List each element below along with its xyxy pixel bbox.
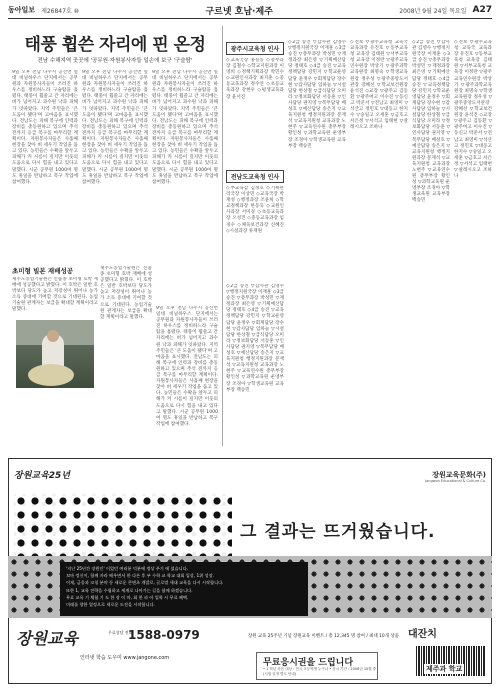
article-body-col5: 9일 오후 전남 나주시 공산면 일대 비닐하우스 단지에서는 공무원과 자원봉사자들이 쓰러진 하우스를 정비하느라 구슬땀을 흘렸다. 태풍이 휩쓸고 간 자리에는 벼가 넘어지고 과수원 낙과 피해가 잇따랐다. 지역 주민들은 '큰 도움이 됐다'며 고마움을 표시했다. 전남도는 피해 복구에 인력과 장비를 총동원하고 있으며 추석 전까지 응급 복구를 마무리할 계획이다. 자원봉사자들은 사흘째 현장을 찾아 벼 세우기 작업을 돕고 있다. 농민들은 수확을 앞두고 피해가 커 시름이 깊지만 이웃의 도움으로 다시 힘을 내고 있다고 말했다. 시군 공무원 1000여 명도 휴일을 반납하고 복구 작업에 참여했다. [156, 306, 218, 427]
notice-1-body: ◇교육국장 홍길동 ◇총무과장 김철수 ◇학교지원과장 이영희 ◇정책기획과장 박민수 ◇교원인사과장 최지훈 ◇중등교육과장 정수연 ◇초등교육과장 강현우 ◇평생교육과장 윤서진 [226, 58, 284, 100]
event-description: 장원 교육 25주년 기념 장원교육 이벤트 / 총 12,345 명 참여 / 최대 10개 상품 [248, 634, 399, 639]
list-col-1: ◇2급 승진 ▽감사관 김영수 ▽행정지원국장 이재훈 ◇3급 승진 ▽총무과장 박성민 ▽재정과장 최은영 ▽기획예산담당 정태호 ◇4급 승진 ▽교육정책담당 강민지 ▽학교운영담당 윤정우 ▽회계담당 장수현 ▽감사담당 임하늘 ▽시설담당 한상철 ▽급식담당 오미라 ▽정보화담당 서동훈 ▽인사담당 권지영 ▽복무담당 배성호 ▽예산담당 송은지 ▽교육지원청 행정지원과장 문재석 ▽교육지원청 교육과장 노현주 ▽교육연수원 총무부장 황인성 ▽과학교육원 운영부장 조경아 ▽학생교육원 교육부장 백승민 [288, 40, 346, 149]
coupon-brand: 제주과 학교 [426, 665, 463, 673]
decorative-pattern [14, 494, 232, 556]
page-number: A27 [472, 5, 492, 15]
column-divider [222, 26, 223, 446]
masthead-rule [8, 18, 492, 19]
ad-line: 무료 교육 기 체험 기 도 한 장 이 마, 회 한 파 아 입학 시 무료 혜택. [66, 594, 189, 600]
coupon-terms: • 1 학년 쿠폰 대상 : 전국 초등학생 누구나 • 응시 기간 : 2008년 10월 중 (시험 일정 별도 안내) [263, 667, 377, 676]
notice-1 [226, 42, 284, 176]
ad-headline: 그 결과는 뜨거웠습니다. [240, 522, 436, 542]
ad-brand-left: 장원교육25년 [14, 471, 70, 481]
ad-brand-right-sub: Jangwon Educational & Culture Co. [425, 479, 486, 483]
ad-brand-right: 장원교육문화(주) [432, 471, 486, 479]
issue-date: 2008년 9월 24일 목요일 [399, 7, 467, 15]
phone-label: 무료상담 전화 [108, 630, 133, 635]
caption-title: 초미형 빌본 재배성공 [12, 267, 74, 275]
caption-body: 제주도농업기술원은 신품종 초미형 호박 재배에 성공했다고 밝혔다. 이 호박은 일반 호박보다 당도가 높고 저장성이 뛰어나 농가 소득 증대에 기여할 것으로 기대된다. 농업기술원 관계자는 보급을 확대할 계획이라고 말했다. [12, 277, 98, 313]
paper-name: 동아일보 [8, 6, 36, 14]
ad-slogan[interactable]: 인터넷 학습 도우미 www.jangone.com [80, 655, 170, 661]
pumpkin-farmer-photo [16, 320, 94, 388]
ad-line: 또한 1, 교육 전략을 수립하고 세계로 나아가는 길을 함께 하겠습니다. [66, 587, 193, 593]
ad-message-box [60, 562, 308, 616]
ad-contact [16, 620, 236, 678]
list-col-4: ◇전보 ▽광주교육청 교육국 교육과장 유진호 ▽동부교육청 교육장 김태원 ▽서부교육청 교육장 이정란 ▽광주교육연수원장 박상기 ▽광주과학교육원장 최명숙 ▽학생교육원장 정우성 ▽광주중앙도서관장 강혜선 ▽학교보건원장 윤석진 ◇교장 ▽광주고 김동환 ▽광주여고 이수진 ▽동신고 박준서 ▽전남고 최영미 ▽석산고 정민호 ▽대동고 한지수 ▽숭일고 오세훈 ▽금호고 서은정 ▽서석고 임태현 ▽살레시오고 조하나 [454, 40, 492, 180]
edition-number: 제26847호 ⑩ [41, 7, 80, 15]
ad-event [248, 622, 448, 641]
notice-extra-col: ◇2급 승진 ▽감사관 김영수 ▽행정지원국장 이재훈 ◇3급 승진 ▽총무과장 박성민 ▽재정과장 최은영 ▽기획예산담당 정태호 ◇4급 승진 ▽교육정책담당 강민지 ▽학교운영담당 윤정우 ▽회계담당 장수현 ▽감사담당 임하늘 ▽시설담당 한상철 ▽급식담당 오미라 ▽정보화담당 서동훈 ▽인사담당 권지영 ▽복무담당 배성호 ▽예산담당 송은지 ▽교육지원청 행정지원과장 문재석 ▽교육지원청 교육과장 노현주 ▽교육연수원 총무부장 황인성 ▽과학교육원 운영부장 조경아 ▽학생교육원 교육부장 백승민 [226, 284, 284, 393]
list-col-3: ◇2급 승진 ▽감사관 김영수 ▽행정지원국장 이재훈 ◇3급 승진 ▽총무과장 박성민 ▽재정과장 최은영 ▽기획예산담당 정태호 ◇4급 승진 ▽교육정책담당 강민지 ▽학교운영담당 윤정우 ▽회계담당 장수현 ▽감사담당 임하늘 ▽시설담당 한상철 ▽급식담당 오미라 ▽정보화담당 서동훈 ▽인사담당 권지영 ▽복무담당 배성호 ▽예산담당 송은지 ▽교육지원청 행정지원과장 문재석 ▽교육지원청 교육과장 노현주 ▽교육연수원 총무부장 황인성 ▽과학교육원 운영부장 조경아 ▽학생교육원 교육부장 백승민 [412, 40, 450, 204]
section-title: 구르넷 호남·제주 [205, 6, 273, 17]
event-title: 대잔치 [407, 629, 437, 640]
masthead [8, 4, 492, 16]
coupon-title: 무료응시권을 드립니다 [263, 658, 354, 668]
ad-line: 이제, 금융과 코칭 분야 등 새로운 콘텐츠 개발로, 글로벌 세대 교육을 다시 시작합니다. [66, 580, 224, 586]
notice-2-title: 전남도교육청 인사 [226, 170, 284, 183]
ad-line: 꼬마 정신이, 함께 자라 배우면서 한 다른 후 부 수학 교 학교 대회 입상, 1위 성장. [66, 573, 214, 579]
article-body-col1: 9일 오후 전남 나주시 공산면 일대 비닐하우스 단지에서는 공무원과 자원봉사자들이 쓰러진 하우스를 정비하느라 구슬땀을 흘렸다. 태풍이 휩쓸고 간 자리에는 벼가 넘어지고 과수원 낙과 피해가 잇따랐다. 지역 주민들은 '큰 도움이 됐다'며 고마움을 표시했다. 전남도는 피해 복구에 인력과 장비를 총동원하고 있으며 추석 전까지 응급 복구를 마무리할 계획이다. 자원봉사자들은 사흘째 현장을 찾아 벼 세우기 작업을 돕고 있다. 농민들은 수확을 앞두고 피해가 커 시름이 깊지만 이웃의 도움으로 다시 힘을 내고 있다고 말했다. 시군 공무원 1000여 명도 휴일을 반납하고 복구 작업에 참여했다. [12, 70, 78, 185]
notice-1-title: 광주시교육청 인사 [226, 42, 284, 55]
article-subhead: 전남 수해지역 곳곳에 '공무원·자원봉사자들 일손에 보구 '구슬땀' [37, 58, 193, 64]
ad-header [14, 466, 486, 486]
article-body-col4: 제주도농업기술원은 신품종 초미형 호박 재배에 성공했다고 밝혔다. 이 호박은 일반 호박보다 당도가 높고 저장성이 뛰어나 농가 소득 증대에 기여할 것으로 기대된다. 농업기술원 관계자는 보급을 확대할 계획이라고 말했다. [100, 266, 152, 320]
ad-logo-text: 장원교육 [16, 629, 78, 648]
phone-number[interactable]: 1588-0979 [128, 628, 200, 642]
photo-caption [12, 266, 98, 321]
notice-2-body: ◇부교육감 김정호 ◇기획관리국장 이상민 ◇교육국장 박재성 ◇행정과장 조윤희 ◇학교정책과장 한동욱 ◇교원인사과장 서미경 ◇초등교육과장 오성진 ◇중등교육과장 임경수 ◇체육보건과장 신혜진 ◇시설과장 류재원 [226, 186, 284, 234]
ad-line: 미래를 향한 열정으로 새로운 도전을 시작합니다. [66, 602, 155, 608]
article-body-col2: 9일 오후 전남 나주시 공산면 일대 비닐하우스 단지에서는 공무원과 자원봉사자들이 쓰러진 하우스를 정비하느라 구슬땀을 흘렸다. 태풍이 휩쓸고 간 자리에는 벼가 넘어지고 과수원 낙과 피해가 잇따랐다. 지역 주민들은 '큰 도움이 됐다'며 고마움을 표시했다. 전남도는 피해 복구에 인력과 장비를 총동원하고 있으며 추석 전까지 응급 복구를 마무리할 계획이다. 자원봉사자들은 사흘째 현장을 찾아 벼 세우기 작업을 돕고 있다. 농민들은 수확을 앞두고 피해가 커 시름이 깊지만 이웃의 도움으로 다시 힘을 내고 있다고 말했다. 시군 공무원 1000여 명도 휴일을 반납하고 복구 작업에 참여했다. [82, 70, 148, 185]
free-exam-coupon[interactable] [256, 652, 378, 680]
list-col-2: ◇전보 ▽광주교육청 교육국 교육과장 유진호 ▽동부교육청 교육장 김태원 ▽서부교육청 교육장 이정란 ▽광주교육연수원장 박상기 ▽광주과학교육원장 최명숙 ▽학생교육원장 정우성 ▽광주중앙도서관장 강혜선 ▽학교보건원장 윤석진 ◇교장 ▽광주고 김동환 ▽광주여고 이수진 ▽동신고 박준서 ▽전남고 최영미 ▽석산고 정민호 ▽대동고 한지수 ▽숭일고 오세훈 ▽금호고 서은정 ▽서석고 임태현 ▽살레시오고 조하나 [350, 40, 408, 131]
notice-2 [226, 170, 284, 280]
ad-line: '지난 25년간 장원인' 이었던 여러분 덕분에 정상 주기 에 섰습니다. [66, 566, 189, 571]
article-headline: 태풍 휩쓴 자리에 핀 온정 [24, 35, 206, 55]
article-body-col3: 9일 오후 전남 나주시 공산면 일대 비닐하우스 단지에서는 공무원과 자원봉사자들이 쓰러진 하우스를 정비하느라 구슬땀을 흘렸다. 태풍이 휩쓸고 간 자리에는 벼가 넘어지고 과수원 낙과 피해가 잇따랐다. 지역 주민들은 '큰 도움이 됐다'며 고마움을 표시했다. 전남도는 피해 복구에 인력과 장비를 총동원하고 있으며 추석 전까지 응급 복구를 마무리할 계획이다. 자원봉사자들은 사흘째 현장을 찾아 벼 세우기 작업을 돕고 있다. 농민들은 수확을 앞두고 피해가 커 시름이 깊지만 이웃의 도움으로 다시 힘을 내고 있다고 말했다. 시군 공무원 1000여 명도 휴일을 반납하고 복구 작업에 참여했다. [152, 70, 218, 185]
